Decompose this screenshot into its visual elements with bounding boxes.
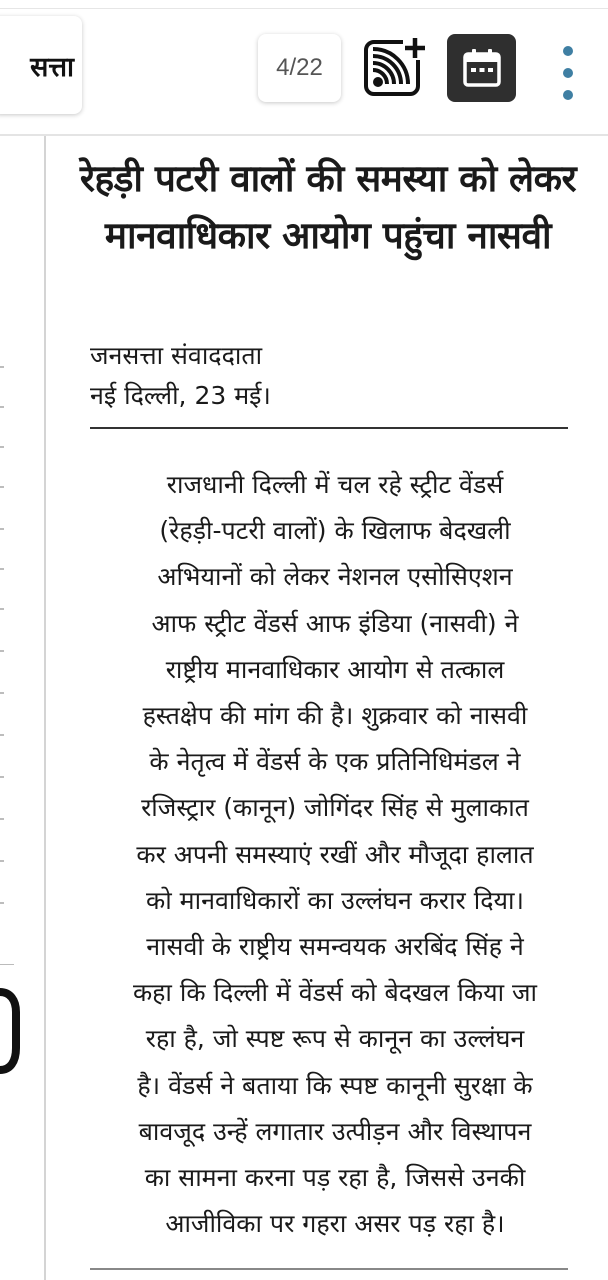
column-tick [0,650,4,652]
body-line: आजीविका पर गहरा असर पड़ रहा है। [165,1209,505,1239]
byline-dateline: नई दिल्ली, 23 मई। [90,381,271,410]
top-divider [0,8,608,9]
column-tick [0,734,4,736]
body-line: कहा कि दिल्ली में वेंडर्स को बेदखल किया जा [132,978,538,1008]
body-line: नासवी के राष्ट्रीय समन्वयक अरबिंद सिंह ने [146,932,524,962]
column-tick [0,366,4,368]
column-tick [0,692,4,694]
body-line: के नेतृत्व में वेंडर्स के एक प्रतिनिधिमंडल ने [149,747,521,777]
body-line: रजिस्ट्रार (कानून) जोगिंदर सिंह से मुलाकात [141,793,529,823]
column-tick [0,860,4,862]
byline-author: जनसत्ता संवाददाता [90,341,263,370]
byline-divider [90,427,568,429]
article-byline [90,336,271,416]
calendar-icon [462,48,502,88]
article-body [96,462,574,1247]
article-end-divider [90,1268,568,1270]
previous-page-rule [0,964,14,965]
article-headline: रेहड़ी पटरी वालों की समस्या को लेकर मानवाधिकार आयोग पहुंचा नासवी [79,157,577,257]
body-line: (रेहड़ी-पटरी वालों) के खिलाफ बेदखली [159,516,511,546]
body-line: हस्तक्षेप की मांग की है। शुक्रवार को नासवी [142,701,528,731]
more-vert-icon[interactable] [552,46,584,100]
body-line: आफ स्ट्रीट वेंडर्स आफ इंडिया (नासवी) ने [151,608,519,638]
column-tick [0,818,4,820]
previous-page-glyph [0,986,20,1076]
body-line: राष्ट्रीय मानवाधिकार आयोग से तत्काल [165,654,505,684]
previous-page-edge[interactable] [0,136,48,1280]
column-tick [0,406,4,408]
calendar-button[interactable] [447,34,516,102]
body-line: अभियानों को लेकर नेशनल एसोसिएशन [157,562,513,592]
body-line: कर अपनी समस्याएं रखीं और मौजूदा हालात [136,839,534,869]
body-line: बावजूद उन्हें लगातार उत्पीड़न और विस्थापन [138,1116,532,1146]
page-border [44,136,46,1280]
body-line: राजधानी दिल्ली में चल रहे स्ट्रीट वेंडर्स [166,470,504,499]
column-tick [0,486,4,488]
column-tick [0,902,4,904]
body-line: को मानवाधिकारों का उल्लंघन करार दिया। [146,885,524,915]
column-tick [0,568,4,570]
column-tick [0,528,4,530]
body-line: का सामना करना पड़ रहा है, जिससे उनकी [144,1163,526,1193]
column-tick [0,446,4,448]
column-tick [0,776,4,778]
body-line: है। वेंडर्स ने बताया कि स्पष्ट कानूनी सुरक्षा के [137,1070,533,1100]
newspaper-logo[interactable]: सत्ता [0,16,82,114]
rss-add-icon[interactable] [363,36,427,98]
top-toolbar [0,0,608,136]
page-indicator[interactable]: 4/22 [258,34,341,102]
body-line: रहा है, जो स्पष्ट रूप से कानून का उल्लंघन [145,1024,525,1054]
column-tick [0,608,4,610]
